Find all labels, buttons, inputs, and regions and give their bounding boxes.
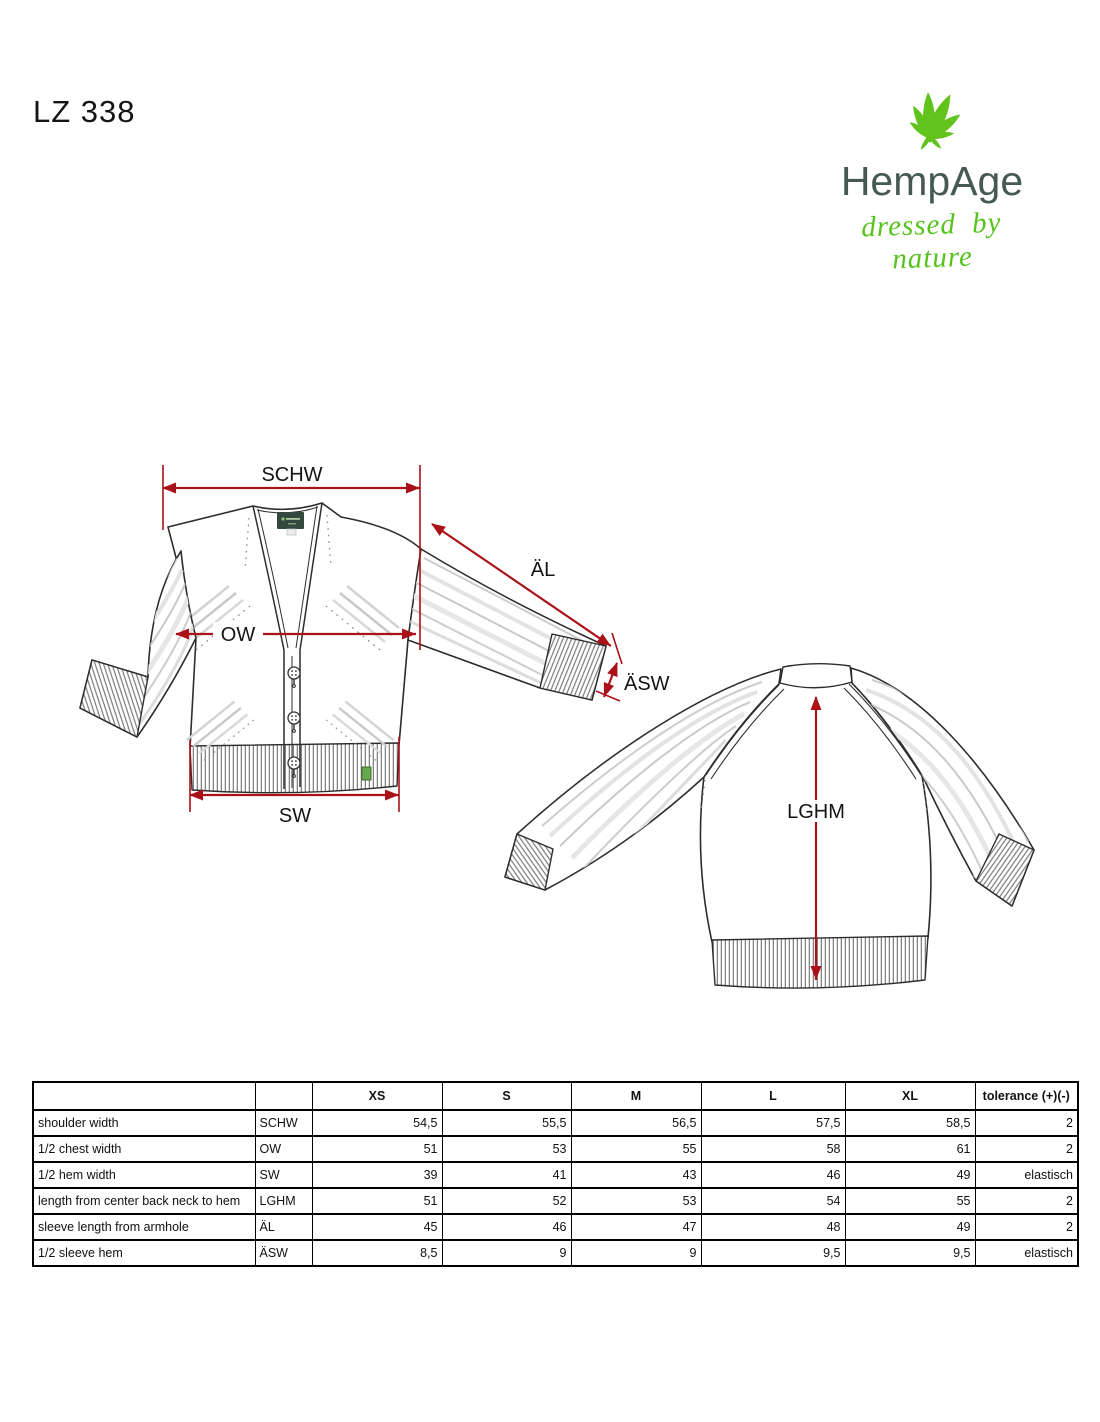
value-tolerance: 2 (975, 1188, 1078, 1214)
value-s: 55,5 (442, 1110, 571, 1136)
value-tolerance: elastisch (975, 1162, 1078, 1188)
label-sw: SW (278, 805, 312, 827)
technical-drawing (0, 420, 1100, 1080)
col-header-description (33, 1082, 255, 1110)
value-xl: 55 (845, 1188, 975, 1214)
brand-wordmark: HempAge (840, 158, 1024, 204)
value-l: 46 (701, 1162, 845, 1188)
neck-label (277, 512, 304, 529)
value-s: 46 (442, 1214, 571, 1240)
size-table-header-row (33, 1082, 1078, 1110)
measurement-code: ÄL (255, 1214, 312, 1240)
size-table (32, 1081, 1079, 1267)
value-xs: 51 (312, 1188, 442, 1214)
value-xs: 39 (312, 1162, 442, 1188)
col-header-m: M (571, 1082, 701, 1110)
back-view-drawing (505, 664, 1034, 988)
measurement-code: OW (255, 1136, 312, 1162)
measurement-row (33, 1188, 1078, 1214)
front-left-cuff-rib (80, 660, 148, 737)
garment-diagram (0, 420, 1100, 1080)
value-tolerance: 2 (975, 1110, 1078, 1136)
measurement-row (33, 1240, 1078, 1266)
measurement-code: SCHW (255, 1110, 312, 1136)
measurement-label: sleeve length from armhole (33, 1214, 255, 1240)
value-xl: 9,5 (845, 1240, 975, 1266)
value-l: 9,5 (701, 1240, 845, 1266)
measurement-label: 1/2 hem width (33, 1162, 255, 1188)
size-tag (287, 529, 296, 535)
value-l: 57,5 (701, 1110, 845, 1136)
value-tolerance: elastisch (975, 1240, 1078, 1266)
value-m: 9 (571, 1240, 701, 1266)
measurement-code: SW (255, 1162, 312, 1188)
measurement-label: 1/2 chest width (33, 1136, 255, 1162)
value-s: 41 (442, 1162, 571, 1188)
measurement-row (33, 1110, 1078, 1136)
back-hem-rib (712, 936, 928, 988)
measurement-code: LGHM (255, 1188, 312, 1214)
measurement-label: shoulder width (33, 1110, 255, 1136)
value-m: 53 (571, 1188, 701, 1214)
aesw-arrow (604, 663, 617, 697)
front-right-cuff-rib (540, 634, 606, 700)
label-aesw: ÄSW (624, 673, 670, 695)
front-view-drawing (80, 503, 606, 793)
hem-tag (362, 767, 371, 780)
measurement-row (33, 1136, 1078, 1162)
page-title: LZ 338 (33, 94, 136, 129)
value-m: 56,5 (571, 1110, 701, 1136)
value-tolerance: 2 (975, 1136, 1078, 1162)
col-header-s: S (442, 1082, 571, 1110)
value-s: 53 (442, 1136, 571, 1162)
value-l: 58 (701, 1136, 845, 1162)
measurement-row (33, 1214, 1078, 1240)
label-schw: SCHW (261, 464, 323, 486)
brand-tagline: dressed by nature (860, 206, 1003, 276)
value-xs: 51 (312, 1136, 442, 1162)
value-m: 55 (571, 1136, 701, 1162)
value-tolerance: 2 (975, 1214, 1078, 1240)
value-xl: 49 (845, 1214, 975, 1240)
value-xs: 8,5 (312, 1240, 442, 1266)
value-l: 54 (701, 1188, 845, 1214)
measurement-label: length from center back neck to hem (33, 1188, 255, 1214)
col-header-code (255, 1082, 312, 1110)
label-ow: OW (220, 624, 256, 646)
value-xs: 54,5 (312, 1110, 442, 1136)
value-xl: 49 (845, 1162, 975, 1188)
value-s: 52 (442, 1188, 571, 1214)
col-header-tolerance: tolerance (+)(-) (975, 1082, 1078, 1110)
measurement-code: ÄSW (255, 1240, 312, 1266)
value-s: 9 (442, 1240, 571, 1266)
value-m: 43 (571, 1162, 701, 1188)
front-body (168, 503, 421, 748)
col-header-xl: XL (845, 1082, 975, 1110)
col-header-xs: XS (312, 1082, 442, 1110)
hemp-leaf-icon (894, 84, 970, 156)
value-m: 47 (571, 1214, 701, 1240)
brand-logo (817, 84, 1047, 275)
value-xl: 58,5 (845, 1110, 975, 1136)
measurement-label: 1/2 sleeve hem (33, 1240, 255, 1266)
back-collar (780, 664, 852, 688)
label-ael: ÄL (530, 559, 556, 581)
measurement-row (33, 1162, 1078, 1188)
value-xs: 45 (312, 1214, 442, 1240)
label-lghm: LGHM (787, 801, 845, 823)
value-xl: 61 (845, 1136, 975, 1162)
value-l: 48 (701, 1214, 845, 1240)
col-header-l: L (701, 1082, 845, 1110)
